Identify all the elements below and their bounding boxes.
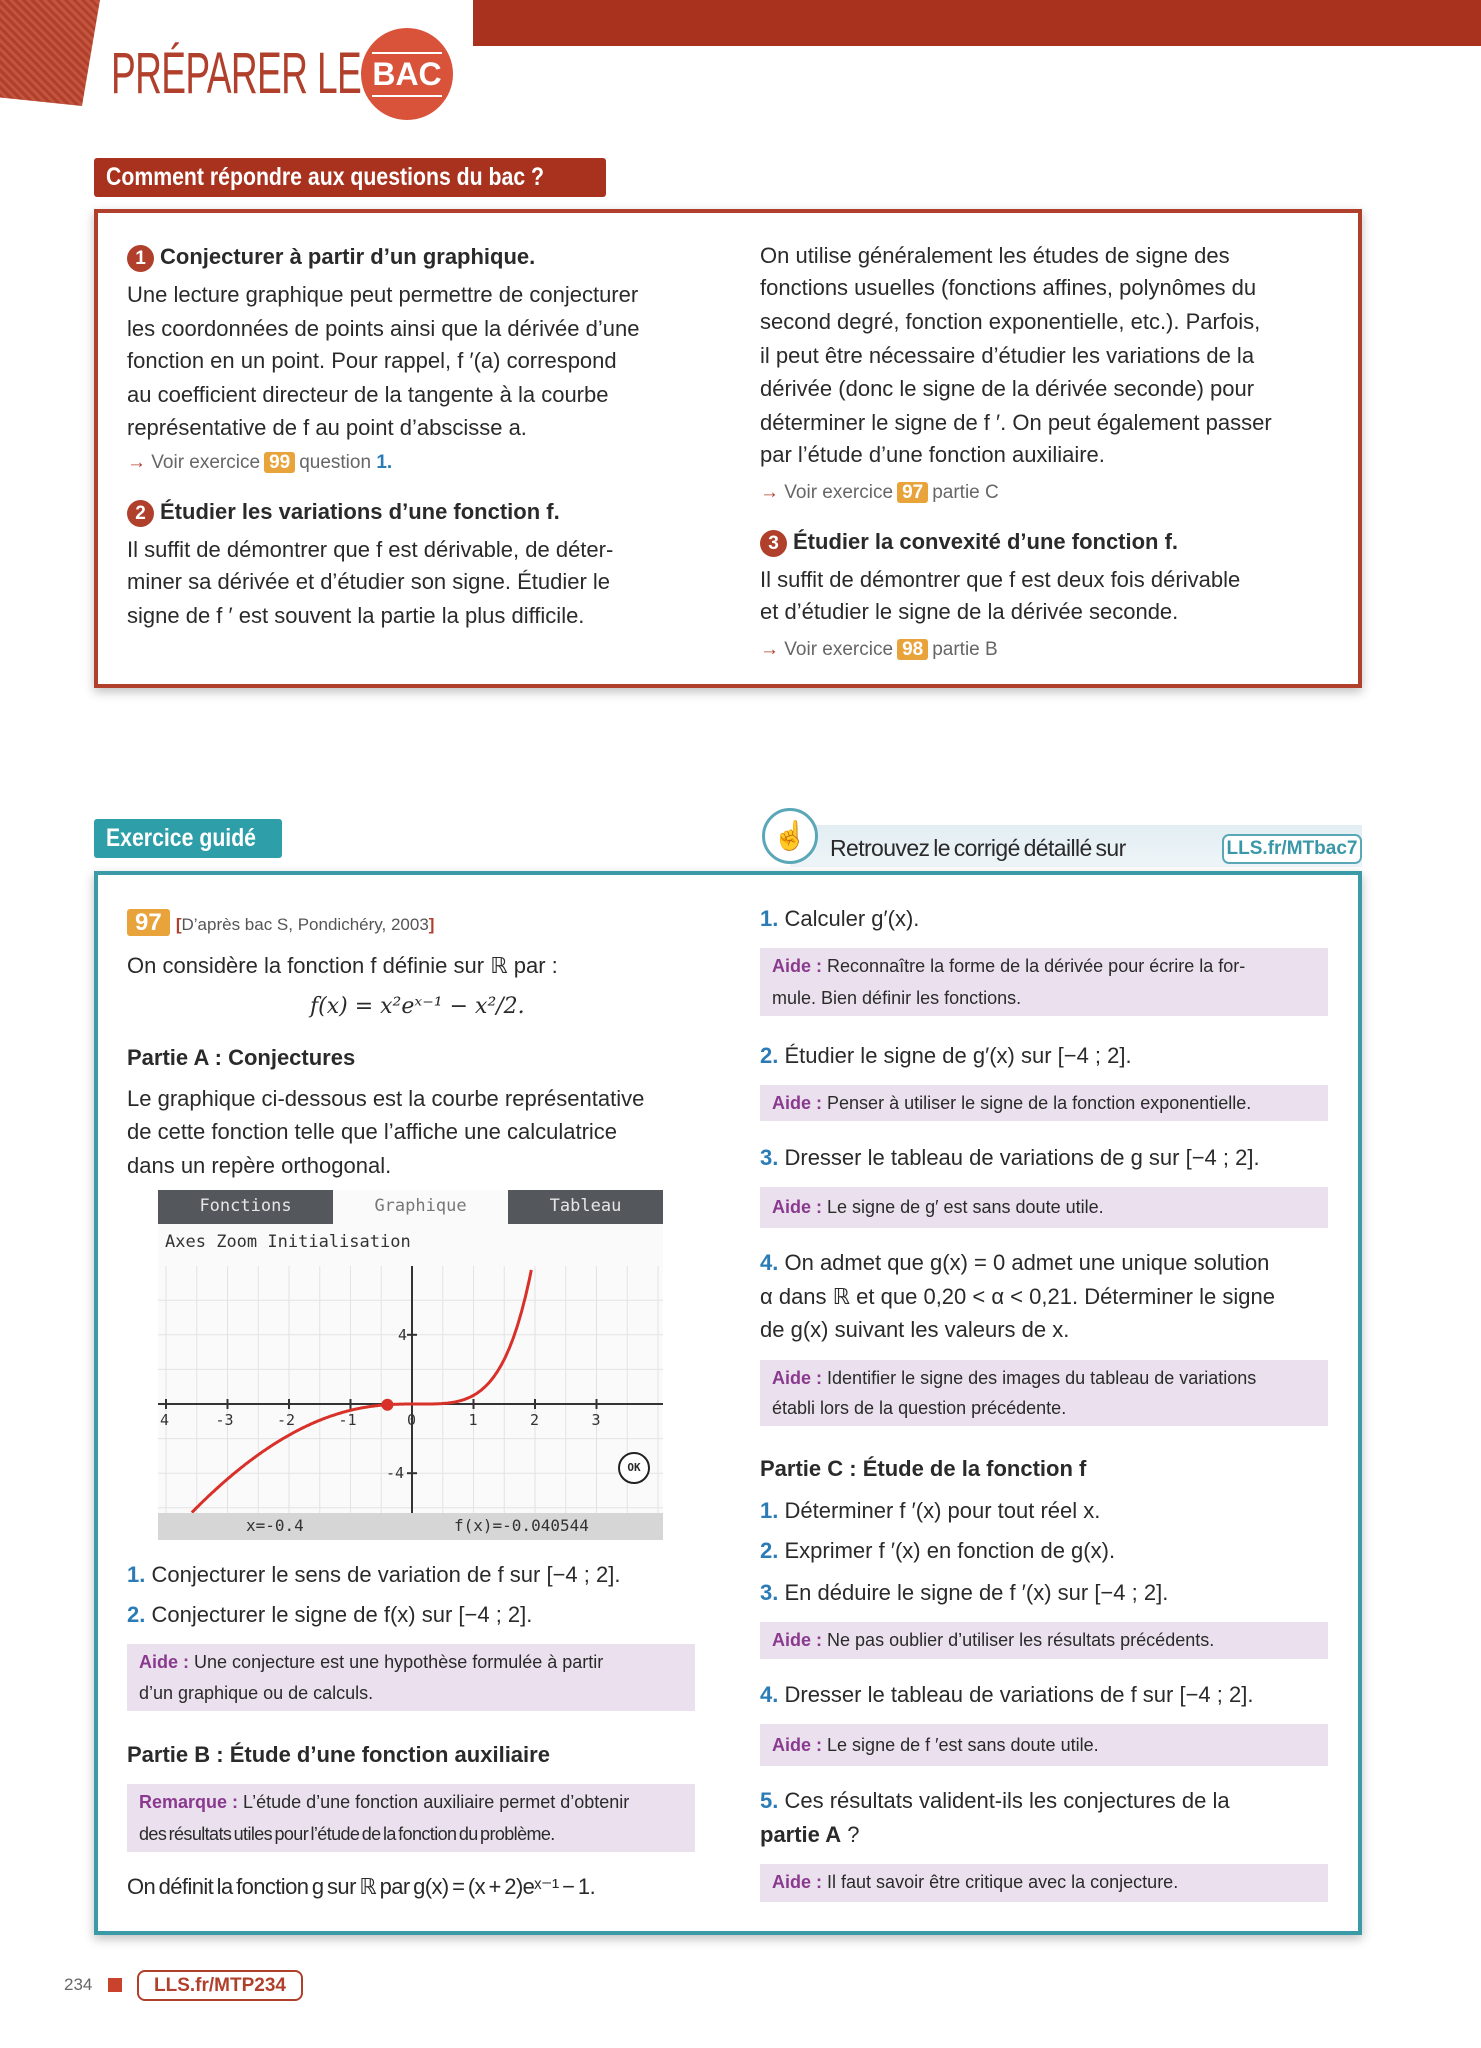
- para-1-line: représentative de f au point d’abscisse a.: [127, 415, 527, 440]
- status-bar: [158, 1513, 663, 1540]
- solution-link[interactable]: LLS.fr/MTbac7: [1222, 834, 1362, 864]
- question-a1: 1. Conjecturer le sens de variation de f sur [−4 ; 2].: [127, 1562, 621, 1587]
- see-exercise-link[interactable]: → Voir exercice 97 partie C: [760, 482, 999, 503]
- para-2-line: Il suffit de démontrer que f est dérivable, de déter-: [127, 537, 614, 562]
- para-3-line: par l’étude d’une fonction auxiliaire.: [760, 442, 1105, 467]
- x-tick-label: 4: [160, 1411, 170, 1429]
- question-c5-line: partie A ?: [760, 1822, 860, 1847]
- partie-a-line: de cette fonction telle que l’affiche une calculatrice: [127, 1119, 618, 1144]
- heading-1: 1 Conjecturer à partir d’un graphique.: [127, 240, 535, 273]
- partie-c-heading: Partie C : Étude de la fonction f: [760, 1456, 1087, 1481]
- hand-click-icon: ☝: [762, 808, 818, 864]
- aide-box: Aide : Il faut savoir être critique avec la conjecture.: [760, 1864, 1328, 1902]
- question-c3: 3. En déduire le signe de f ′(x) sur [−4 ; 2].: [760, 1580, 1169, 1605]
- question-c1: 1. Déterminer f ′(x) pour tout réel x.: [760, 1498, 1101, 1523]
- para-4-line: Il suffit de démontrer que f est deux fois dérivable: [760, 567, 1241, 592]
- arrow-right-icon: →: [760, 639, 785, 660]
- x-tick-label: 0: [407, 1411, 417, 1429]
- para-2-line: signe de f ′ est souvent la partie la plus difficile.: [127, 603, 585, 628]
- y-tick-label: 4: [398, 1325, 408, 1344]
- question-c5: 5. Ces résultats valident-ils les conjectures de la: [760, 1788, 1230, 1813]
- footer-square-icon: [108, 1978, 122, 1992]
- x-readout: x=-0.4: [246, 1516, 304, 1535]
- x-tick-label: -1: [338, 1411, 357, 1429]
- x-tick-label: -2: [277, 1411, 296, 1429]
- arrow-right-icon: →: [127, 452, 152, 473]
- aide-box: Aide : Ne pas oublier d’utiliser les résultats précédents.: [760, 1622, 1328, 1659]
- para-2-line: miner sa dérivée et d’étudier son signe. Étudier le: [127, 569, 611, 594]
- x-tick-label: 1: [468, 1411, 478, 1429]
- aide-box: Aide : Une conjecture est une hypothèse formulée à partir d’un graphique ou de calculs.: [127, 1644, 695, 1711]
- para-1-line: fonction en un point. Pour rappel, f ′(a) correspond: [127, 348, 617, 373]
- x-tick-label: -3: [215, 1411, 234, 1429]
- see-exercise-link[interactable]: → Voir exercice 99 question 1.: [127, 452, 393, 473]
- tab-tableau[interactable]: Tableau: [508, 1190, 663, 1224]
- question-b4-line: α dans ℝ et que 0,20 < α < 0,21. Déterminer le signe: [760, 1284, 1275, 1309]
- exercise-number: 97: [127, 909, 170, 936]
- define-g: On définit la fonction g sur ℝ par g(x) = (x + 2)eˣ⁻¹ − 1.: [127, 1874, 596, 1899]
- aide-box: Aide : Penser à utiliser le signe de la fonction exponentielle.: [760, 1085, 1328, 1121]
- para-1-line: Une lecture graphique peut permettre de conjecturer: [127, 282, 639, 307]
- partie-a-line: Le graphique ci-dessous est la courbe représentative: [127, 1086, 645, 1111]
- question-b4: 4. On admet que g(x) = 0 admet une unique solution: [760, 1250, 1270, 1275]
- cursor-point: [381, 1399, 393, 1411]
- partie-b-heading: Partie B : Étude d’une fonction auxiliaire: [127, 1742, 550, 1767]
- x-tick-label: 2: [530, 1411, 540, 1429]
- function-curve: [192, 1270, 532, 1513]
- para-3-line: déterminer le signe de f ′. On peut également passer: [760, 410, 1272, 435]
- page-number: 234: [64, 1975, 93, 1994]
- arrow-right-icon: →: [760, 482, 785, 503]
- aide-box: Aide : Le signe de g′ est sans doute utile.: [760, 1187, 1328, 1228]
- heading-2: 2 Étudier les variations d’une fonction f.: [127, 495, 560, 528]
- see-exercise-link[interactable]: → Voir exercice 98 partie B: [760, 639, 998, 660]
- para-3-line: On utilise généralement les études de signe des: [760, 243, 1230, 268]
- exercise-header: 97 [D’après bac S, Pondichéry, 2003]: [127, 906, 434, 941]
- page-title: PRÉPARER LE: [111, 41, 362, 106]
- aide-box: Aide : Reconnaître la forme de la dérivée pour écrire la for- mule. Bien définir les fonctions.: [760, 948, 1328, 1016]
- tab-fonctions[interactable]: Fonctions: [158, 1190, 333, 1224]
- function-plot: [158, 1190, 663, 1540]
- question-b1: 1. Calculer g′(x).: [760, 906, 920, 931]
- question-b4-line: de g(x) suivant les valeurs de x.: [760, 1317, 1070, 1342]
- para-1-line: les coordonnées de points ainsi que la dérivée d’une: [127, 316, 640, 341]
- para-3-line: second degré, fonction exponentielle, etc.). Parfois,: [760, 309, 1261, 334]
- partie-a-line: dans un repère orthogonal.: [127, 1153, 392, 1178]
- question-b2: 2. Étudier le signe de g′(x) sur [−4 ; 2].: [760, 1043, 1132, 1068]
- menu-axes[interactable]: Axes: [165, 1232, 206, 1252]
- formula-f: f(x) = x²eˣ⁻¹ − x²/2.: [310, 994, 525, 1019]
- y-tick-label: -4: [386, 1464, 405, 1483]
- section-label-method: Comment répondre aux questions du bac ?: [94, 158, 606, 197]
- question-c4: 4. Dresser le tableau de variations de f sur [−4 ; 2].: [760, 1682, 1254, 1707]
- aide-box: Aide : Le signe de f ′est sans doute utile.: [760, 1724, 1328, 1766]
- para-3-line: fonctions usuelles (fonctions affines, polynômes du: [760, 275, 1257, 300]
- heading-3: 3 Étudier la convexité d’une fonction f.: [760, 525, 1178, 558]
- tab-graphique[interactable]: Graphique: [333, 1190, 508, 1224]
- para-1-line: au coefficient directeur de la tangente à la courbe: [127, 382, 609, 407]
- para-4-line: et d’étudier le signe de la dérivée seconde.: [760, 599, 1179, 624]
- ok-button[interactable]: OK: [618, 1452, 650, 1484]
- bac-badge: BAC: [364, 31, 450, 117]
- calculator-screen: [158, 1190, 663, 1540]
- x-tick-label: 3: [591, 1411, 601, 1429]
- para-3-line: dérivée (donc le signe de la dérivée seconde) pour: [760, 376, 1255, 401]
- question-b3: 3. Dresser le tableau de variations de g sur [−4 ; 2].: [760, 1145, 1260, 1170]
- decorative-corner: [0, 0, 100, 106]
- menu-zoom[interactable]: Zoom: [216, 1232, 258, 1252]
- partie-a-heading: Partie A : Conjectures: [127, 1045, 356, 1070]
- solution-text: Retrouvez le corrigé détaillé sur: [830, 835, 1126, 861]
- intro-text: On considère la fonction f définie sur ℝ par :: [127, 953, 558, 978]
- question-a2: 2. Conjecturer le signe de f(x) sur [−4 ; 2].: [127, 1602, 533, 1627]
- top-banner: [473, 0, 1481, 46]
- question-c2: 2. Exprimer f ′(x) en fonction de g(x).: [760, 1538, 1116, 1563]
- aide-box: Aide : Identifier le signe des images du tableau de variations établi lors de la question précédente.: [760, 1360, 1328, 1426]
- menu-initialisation[interactable]: Initialisation: [267, 1232, 411, 1252]
- footer-link[interactable]: LLS.fr/MTP234: [137, 1970, 303, 2001]
- para-3-line: il peut être nécessaire d’étudier les variations de la: [760, 343, 1255, 368]
- fx-readout: f(x)=-0.040544: [454, 1516, 589, 1535]
- remark-box: Remarque : L’étude d’une fonction auxiliaire permet d’obtenir des résultats utiles pour l’étude de la fonction du problème.: [127, 1784, 695, 1852]
- section-label-guided: Exercice guidé: [94, 819, 282, 858]
